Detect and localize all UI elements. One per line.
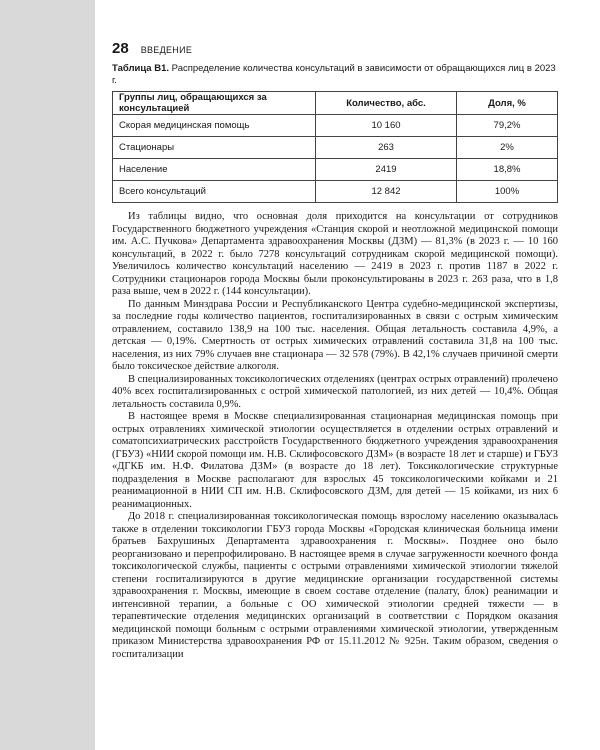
row-count: 2419 (316, 159, 457, 181)
row-count: 263 (316, 137, 457, 159)
total-label: Всего консультаций (113, 181, 316, 203)
table-row (113, 137, 558, 159)
paragraph: По данным Минздрава России и Республиканского Центра судебно-медицинской экспертизы, за последние годы количество пациентов, госпитализированных в связи с острым химическим отравлением, составило 138,9 на 100 тыс. населения. Общая летальность составила 4,9%, а детская — 0,19%. Смертность от острых химических отравлений составила 31,8 на 100 тыс. населения, из них 79% случаев вне стационара — 32 578 (79%). В 42,1% случаев причиной смерти было токсическое действие алкоголя. (112, 298, 558, 372)
paragraph: В специализированных токсикологических отделениях (центрах острых отравлений) пролечено 40% всех госпитализированных с острой химической патологией, из них детей — 10,4%. Общая летальность составила 0,9%. (112, 373, 558, 410)
row-label: Население (113, 159, 316, 181)
page-margin-strip (0, 0, 95, 750)
table-total-row (113, 181, 558, 203)
total-count: 12 842 (316, 181, 457, 203)
table-header-row (113, 92, 558, 115)
paragraph: До 2018 г. специализированная токсикологическая помощь взрослому населению оказывалась также в отделении токсикологии ГБУЗ города Москвы «Городская клиническая больница имени братьев Бахрушиных Департамента здравоохранения г. Москвы». Позднее оно было реорганизовано и перепрофилировано. В настоящее время в случае загруженности коечного фонда токсикологической службы, пациенты с острыми отравлениями химической этиологии тяжелой степени госпитализируются в другие медицинские организации государственной системы здравоохранения г. Москвы, имеющие в своем составе отделение (палату, блок) реанимации и интенсивной терапии, а больные с ОО химической этиологии средней тяжести — в терапевтические отделения медицинских организаций в соответствии с Порядком оказания медицинской помощи больным с острыми отравлениями химической этиологии, утвержденным приказом Министерства здравоохранения РФ от 15.11.2012 № 925н. Таким образом, сведения о госпитализации (112, 511, 558, 660)
table-row (113, 159, 558, 181)
column-header-share: Доля, % (457, 92, 558, 115)
table-caption-label: Таблица В1. (112, 63, 170, 74)
row-share: 79,2% (457, 115, 558, 137)
page-number: 28 (112, 40, 129, 57)
row-share: 18,8% (457, 159, 558, 181)
row-label: Скорая медицинская помощь (113, 115, 316, 137)
running-head (112, 40, 558, 57)
row-share: 2% (457, 137, 558, 159)
row-count: 10 160 (316, 115, 457, 137)
total-share: 100% (457, 181, 558, 203)
body-text (112, 211, 558, 661)
table-caption-text: Распределение количества консультаций в зависимости от обращающихся лиц в 2023 г. (112, 63, 556, 86)
section-title: ВВЕДЕНИЕ (140, 45, 193, 55)
paragraph: Из таблицы видно, что основная доля приходится на консультации от сотрудников Государственного бюджетного учреждения «Станция скорой и неотложной медицинской помощи им. А.С. Пучкова» Департамента здравоохранения Москвы (ДЗМ) — 81,3% (в 2023 г. — 10 160 консультаций, в 2022 г. было 7278 консультаций сотрудникам скорой медицинской помощи). Увеличилось количество консультаций населению — 2419 в 2023 г. против 1187 в 2022 г. Сотрудники стационаров города Москвы были проконсультированы в 2023 г. 263 раза, что в 1,8 раза выше, чем в 2022 г. (144 консультации). (112, 211, 558, 297)
row-label: Стационары (113, 137, 316, 159)
paragraph: В настоящее время в Москве специализированная стационарная медицинская помощь при острых отравлениях химической этиологии осуществляется в отделении острых отравлений и соматопсихиатрических расстройств Государственного бюджетного учреждения здравоохранения (ГБУЗ) «НИИ скорой помощи им. Н.В. Склифосовского ДЗМ» (в возрасте 18 лет и старше) и ГБУЗ «ДГКБ им. Н.Ф. Филатова ДЗМ» (в возрасте до 18 лет). Токсикологические структурные подразделения в Москве располагают для взрослых 45 токсикологическими койками и 21 реанимационной в НИИ СП им. Н.В. Склифосовского ДЗМ, для детей — 15 койками, из них 6 реанимационных. (112, 411, 558, 510)
table-caption (112, 63, 558, 87)
consultations-table (112, 91, 558, 203)
table-row (113, 115, 558, 137)
document-page (112, 40, 558, 661)
column-header-count: Количество, абс. (316, 92, 457, 115)
column-header-groups: Группы лиц, обращающихся за консультацией (113, 92, 316, 115)
